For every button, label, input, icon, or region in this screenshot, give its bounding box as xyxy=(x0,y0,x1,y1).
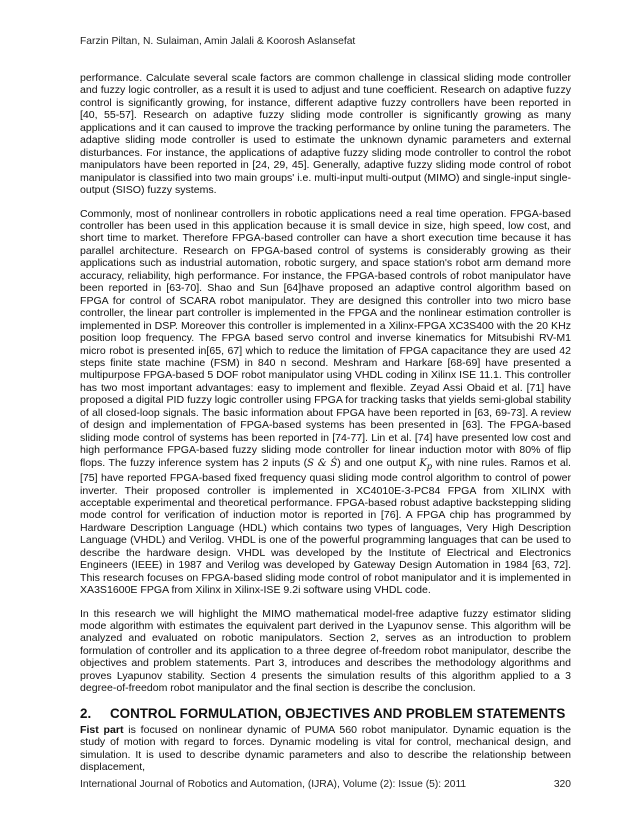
paragraph-2-part-b: ) and one output xyxy=(337,456,420,469)
paragraph-2-part-c: with nine rules. Ramos et al. [75] have reported FPGA-based fixed frequency quasi sliding mode control algorithm to control of power inverter. Their proposed controller is implemented in XC4010E-3-PC84 FPGA from XILINX with acceptable experimental and theoretical performance. FPGA-based robust adaptive backstepping sliding mode control for verification of induction motor is reported in [76]. A FPGA chip has programmed by Hardware Description Language (HDL) which contains two types of languages, Very High Description Language (VHDL) and Verilog. VHDL is one of the powerful programming languages that can be used to describe the hardware design. VHDL was developed by the Institute of Electrical and Electronics Engineers (IEEE) in 1987 and Verilog was developed by Gateway Design Automation in 1984 [63, 72]. This research focuses on FPGA-based sliding mode control of robot manipulator and it is implemented in XA3S1600E FPGA from Xilinx in Xilinx-ISE 9.2i software using VHDL code. xyxy=(80,456,571,597)
running-footer xyxy=(80,779,571,790)
footer-journal: International Journal of Robotics and Automation, (IJRA), Volume (2): Issue (5): 2011 xyxy=(80,779,467,790)
header-authors: Farzin Piltan, N. Sulaiman, Amin Jalali & Koorosh Aslansefat xyxy=(80,36,356,47)
math-output xyxy=(419,458,432,469)
section-lead-bold: Fist part xyxy=(80,723,124,736)
section-number: 2. xyxy=(80,705,92,721)
section-heading xyxy=(80,706,571,722)
running-header xyxy=(80,36,355,47)
page-number: 320 xyxy=(553,779,571,790)
math-inputs: S & Ṡ xyxy=(307,457,338,469)
section-paragraph xyxy=(80,724,571,774)
section-title: CONTROL FORMULATION, OBJECTIVES AND PROBLEM STATEMENTS xyxy=(110,705,566,721)
paragraph-1: performance. Calculate several scale factors are common challenge in classical sliding mode controller and fuzzy logic controller, as a result it is used to adjust and tune coefficient. Research on adaptive fuzzy control is significantly growing, for instance, different adaptive fuzzy controllers have been reported in [40, 55-57]. Research on adaptive fuzzy sliding mode controller is significantly growing as many applications and it can caused to improve the tracking performance by online tuning the parameters. The adaptive sliding mode controller is used to estimate the unknown dynamic parameters and external disturbances. For instance, the applications of adaptive fuzzy sliding mode controller to control the robot manipulators have been reported in [24, 29, 45]. Generally, adaptive fuzzy sliding mode control of robot manipulator is classified into two main groups' i.e. multi-input multi-output (MIMO) and single-input single-output (SISO) fuzzy systems. xyxy=(80,72,571,197)
section-body: is focused on nonlinear dynamic of PUMA 560 robot manipulator. Dynamic equation is the study of motion with regard to forces. Dynamic modeling is vital for control, mechanical design, and simulation. It is used to describe dynamic parameters and also to describe the relationship between displacement, xyxy=(80,723,571,774)
paragraph-2-part-a: Commonly, most of nonlinear controllers in robotic applications need a real time operation. FPGA-based controller has been used in this application because it is small device in size, high speed, low cost, and short time to market. Therefore FPGA-based controller can have a short execution time because it has parallel architecture. Research on FPGA-based control of systems is considerably growing as their applications such as industrial automation, robotic surgery, and space station's robot arm demand more accuracy, reliability, high performance. For instance, the FPGA-based controls of robot manipulator have been reported in [63-70]. Shao and Sun [64]have proposed an adaptive control algorithm based on FPGA for control of SCARA robot manipulator. They are designed this controller into two micro base controller, the linear part controller is implemented in the FPGA and the nonlinear estimation controller is implemented in DSP. Moreover this controller is implemented in a Xilinx-FPGA XC3S400 with the 20 KHz position loop frequency. The FPGA based servo control and inverse kinematics for Mitsubishi RV-M1 micro robot is presented in[65, 67] which to reduce the limitation of FPGA capacitance they are used 42 steps finite state machine (FSM) in 840 n second. Meshram and Harkare [68-69] have presented a multipurpose FPGA-based 5 DOF robot manipulator using VHDL coding in Xilinx ISE 11.1. This controller has two most important advantages: easy to implement and flexible. Zeyad Assi Obaid et al. [71] have proposed a digital PID fuzzy logic controller using FPGA for tracking tasks that yields semi-global stability of all closed-loop signals. The basic information about FPGA have been reported in [63, 69-73]. A review of design and implementation of FPGA-based systems has been presented in [63]. The FPGA-based sliding mode control of systems has been reported in [74-77]. Lin et al. [74] have presented low cost and high performance FPGA-based fuzzy sliding mode controller for linear induction motor with 80% of flip flops. The fuzzy inference system has 2 inputs ( xyxy=(80,207,571,469)
page-body xyxy=(80,72,571,785)
math-output-subscript: p xyxy=(426,460,433,471)
math-output-symbol: K xyxy=(419,457,427,469)
paragraph-3: In this research we will highlight the MIMO mathematical model-free adaptive fuzzy estimator sliding mode algorithm with estimates the equivalent part derived in the Lyapunov sense. This algorithm will be analyzed and evaluated on robotic manipulators. Section 2, serves as an introduction to problem formulation of controller and its application to a three degree of-freedom robot manipulator, describe the objectives and problem statements. Part 3, introduces and describes the methodology algorithms and proves Lyapunov stability. Section 4 presents the simulation results of this algorithm applied to a 3 degree-of-freedom robot manipulator and the final section is describe the conclusion. xyxy=(80,607,571,695)
paragraph-2 xyxy=(80,208,571,597)
